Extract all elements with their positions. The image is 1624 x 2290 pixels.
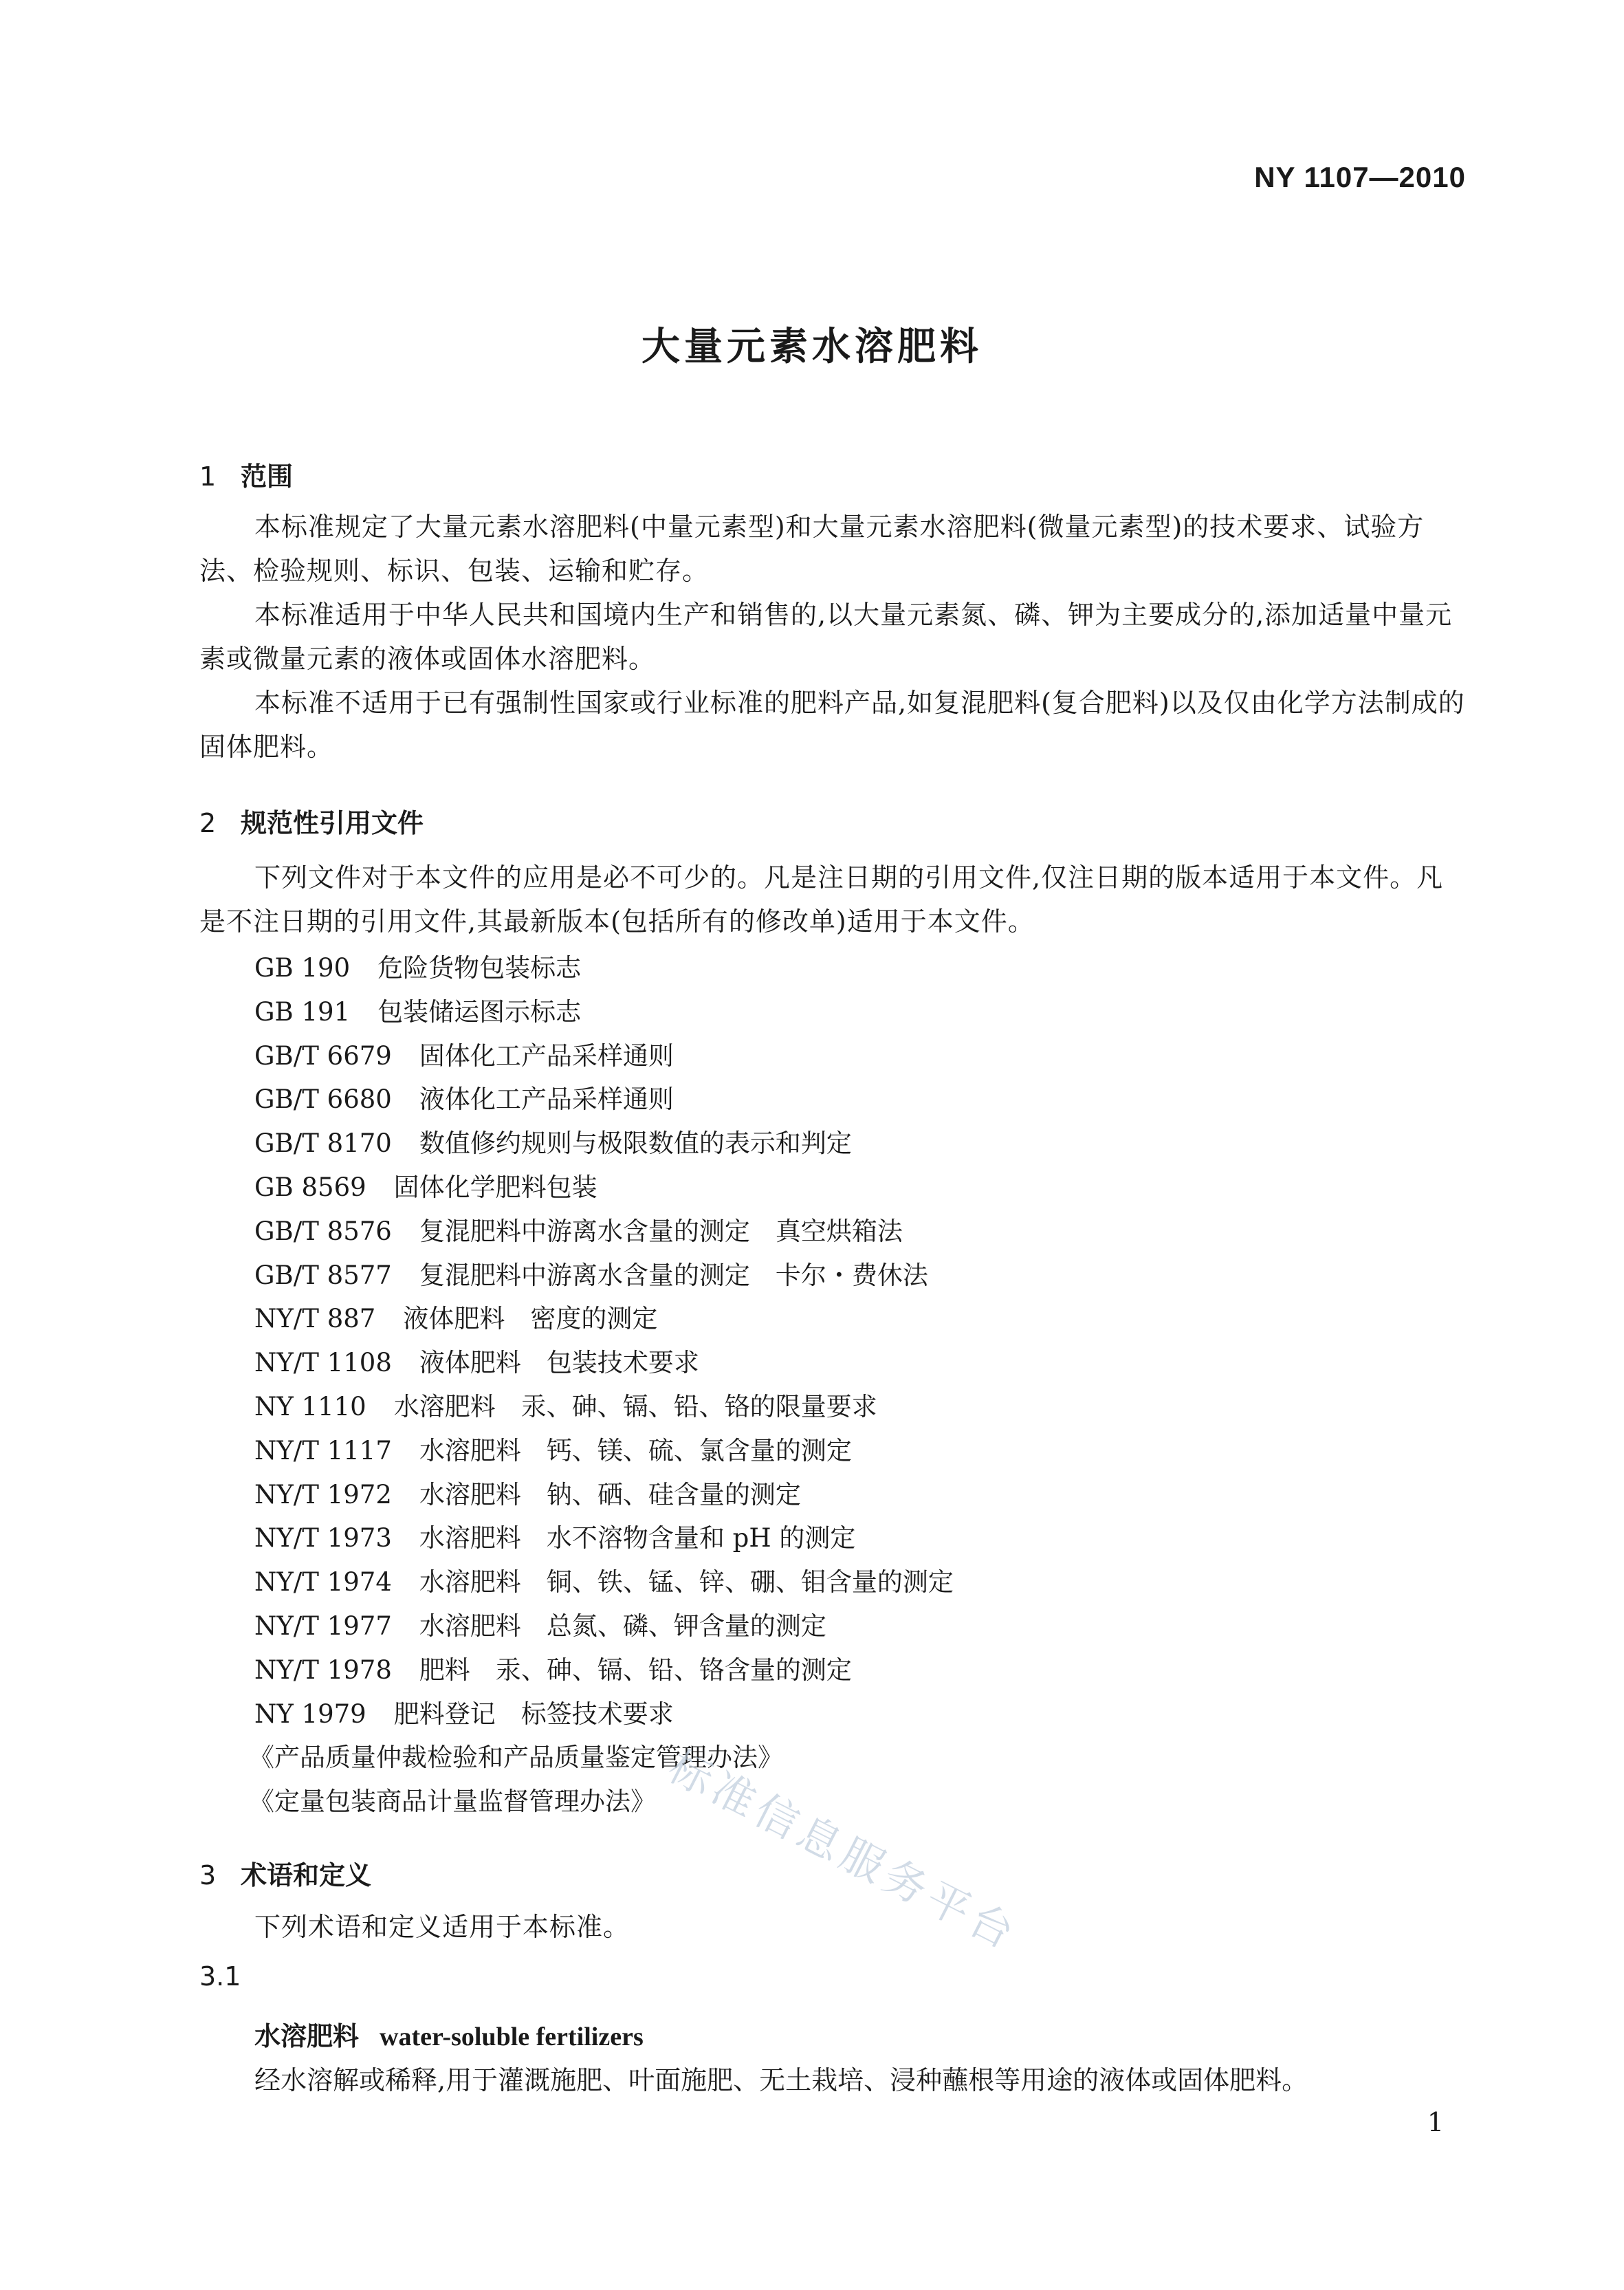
reference-item: [254, 1297, 954, 1341]
reference-title: 数值修约规则与极限数值的表示和判定: [419, 1128, 852, 1159]
reference-code: GB/T 6680: [254, 1084, 392, 1115]
scope-paragraph-2: 本标准适用于中华人民共和国境内生产和销售的,以大量元素氮、磷、钾为主要成分的,添加适量中量元素或微量元素的液体或固体水溶肥料。: [199, 600, 1453, 674]
standard-code: NY 1107—2010: [1254, 161, 1466, 193]
reference-title: 水溶肥料 水不溶物含量和 pH 的测定: [419, 1523, 856, 1553]
reference-code: GB/T 8170: [254, 1128, 392, 1159]
reference-title: 水溶肥料 钠、硒、硅含量的测定: [419, 1479, 801, 1509]
reference-code: NY/T 887: [254, 1304, 376, 1334]
subclause-number: 3.1: [199, 1961, 241, 1992]
references-intro: 下列文件对于本文件的应用是必不可少的。凡是注日期的引用文件,仅注日期的版本适用于本文件。凡是不注日期的引用文件,其最新版本(包括所有的修改单)适用于本文件。: [199, 862, 1444, 937]
reference-item: [254, 1034, 954, 1078]
reference-item: [254, 1385, 954, 1429]
reference-code: NY/T 1972: [254, 1479, 392, 1509]
reference-title: 肥料登记 标签技术要求: [393, 1699, 674, 1729]
section-number: 1: [199, 461, 217, 492]
reference-document: 《产品质量仲裁检验和产品质量鉴定管理办法》: [249, 1743, 783, 1773]
reference-title: 液体肥料 包装技术要求: [419, 1348, 699, 1378]
reference-code: NY 1110: [254, 1391, 366, 1421]
reference-item: [254, 1210, 954, 1254]
reference-item: [254, 1166, 954, 1210]
document-title: 大量元素水溶肥料: [641, 325, 983, 369]
reference-item: [254, 990, 954, 1034]
reference-item: [254, 1560, 954, 1604]
reference-item: [254, 1078, 954, 1122]
term-entry: [254, 2015, 644, 2053]
term-chinese: 水溶肥料: [254, 2021, 360, 2051]
reference-title: 液体化工产品采样通则: [419, 1084, 674, 1115]
term-english: water-soluble fertilizers: [380, 2022, 644, 2051]
reference-title: 水溶肥料 钙、镁、硫、氯含量的测定: [419, 1435, 852, 1465]
reference-title: 固体化工产品采样通则: [419, 1040, 674, 1071]
page-number: 1: [1427, 2107, 1444, 2137]
section-title: 术语和定义: [241, 1860, 372, 1890]
reference-document: 《定量包装商品计量监督管理办法》: [249, 1787, 656, 1817]
section-number: 3: [199, 1860, 217, 1890]
reference-code: GB/T 6679: [254, 1040, 392, 1071]
reference-title: 液体肥料 密度的测定: [403, 1304, 658, 1334]
reference-item: [254, 1604, 954, 1648]
reference-title: 水溶肥料 铜、铁、锰、锌、硼、钼含量的测定: [419, 1567, 954, 1597]
section-title: 范围: [241, 461, 294, 492]
reference-title: 危险货物包装标志: [377, 953, 582, 983]
reference-code: NY/T 1977: [254, 1611, 392, 1641]
scope-paragraph-1: 本标准规定了大量元素水溶肥料(中量元素型)和大量元素水溶肥料(微量元素型)的技术要求、试验方法、检验规则、标识、包装、运输和贮存。: [199, 512, 1425, 586]
section-heading-references: [199, 802, 424, 840]
reference-code: GB 190: [254, 953, 351, 983]
reference-item: [254, 1692, 954, 1736]
reference-title: 复混肥料中游离水含量的测定 卡尔・费休法: [419, 1260, 928, 1290]
section-number: 2: [199, 808, 217, 838]
reference-title: 复混肥料中游离水含量的测定 真空烘箱法: [419, 1216, 903, 1246]
reference-code: NY/T 1978: [254, 1655, 392, 1685]
reference-title: 水溶肥料 总氮、磷、钾含量的测定: [419, 1611, 826, 1641]
reference-code: NY 1979: [254, 1699, 366, 1729]
reference-item: [254, 1122, 954, 1166]
reference-list: [249, 946, 954, 1824]
terms-intro: 下列术语和定义适用于本标准。: [254, 1912, 630, 1942]
term-definition: 经水溶解或稀释,用于灌溉施肥、叶面施肥、无土栽培、浸种蘸根等用途的液体或固体肥料。: [254, 2065, 1308, 2095]
reference-item: [254, 1341, 954, 1385]
section-heading-terms: [199, 1854, 371, 1892]
reference-item: [254, 946, 954, 990]
reference-code: NY/T 1974: [254, 1567, 392, 1597]
scope-paragraph-3: 本标准不适用于已有强制性国家或行业标准的肥料产品,如复混肥料(复合肥料)以及仅由化学方法制成的固体肥料。: [199, 688, 1465, 762]
reference-item: [254, 1648, 954, 1692]
reference-code: NY/T 1973: [254, 1523, 392, 1553]
reference-code: NY/T 1117: [254, 1435, 392, 1465]
section-heading-scope: [199, 455, 293, 493]
reference-item: [254, 1473, 954, 1517]
reference-item: [254, 1516, 954, 1560]
reference-item: [254, 1254, 954, 1298]
section-title: 规范性引用文件: [241, 808, 424, 838]
reference-item: [254, 1429, 954, 1473]
reference-code: GB 191: [254, 996, 351, 1027]
reference-code: GB/T 8576: [254, 1216, 392, 1246]
reference-title: 固体化学肥料包装: [393, 1172, 597, 1202]
reference-code: NY/T 1108: [254, 1348, 392, 1378]
watermark: 标准信息服务平台: [660, 1741, 1027, 1961]
reference-title: 肥料 汞、砷、镉、铅、铬含量的测定: [419, 1655, 852, 1685]
reference-code: GB/T 8577: [254, 1260, 392, 1290]
reference-title: 包装储运图示标志: [377, 996, 582, 1027]
reference-title: 水溶肥料 汞、砷、镉、铅、铬的限量要求: [393, 1391, 877, 1421]
reference-code: GB 8569: [254, 1172, 366, 1202]
